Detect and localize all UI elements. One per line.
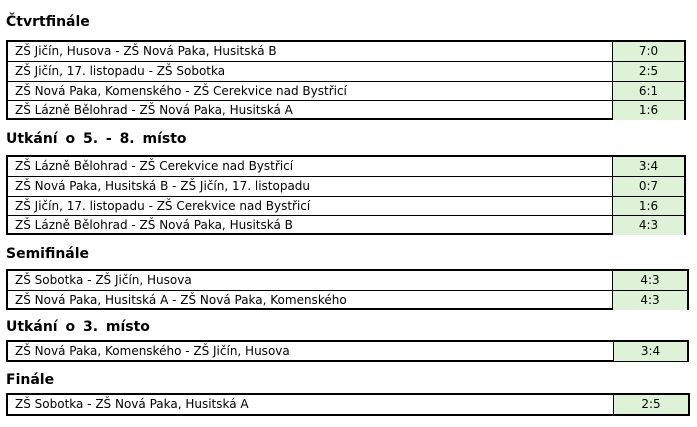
results-table-final	[6, 393, 690, 416]
score-cell: 3:4	[613, 342, 687, 361]
table-row	[8, 342, 687, 361]
results-table-places-5-8	[6, 155, 686, 235]
section-title-third-place: Utkání o 3. místo	[6, 319, 150, 335]
table-row	[8, 82, 684, 101]
match-cell: ZŠ Lázně Bělohrad - ZŠ Cerekvice nad Bystřicí	[15, 159, 294, 173]
score-cell: 1:6	[612, 101, 684, 120]
table-row	[8, 62, 684, 81]
table-row	[8, 42, 684, 61]
match-cell: ZŠ Sobotka - ZŠ Jičín, Husova	[15, 273, 192, 287]
match-cell: ZŠ Nová Paka, Husitská B - ZŠ Jičín, 17. listopadu	[15, 179, 311, 193]
table-row	[8, 216, 684, 235]
results-table-quarterfinals	[6, 40, 686, 120]
section-title-final: Finále	[6, 372, 55, 388]
table-row	[8, 177, 684, 196]
score-cell: 6:1	[612, 82, 684, 101]
table-row	[8, 395, 688, 414]
table-row	[8, 157, 684, 176]
match-cell: ZŠ Sobotka - ZŠ Nová Paka, Husitská A	[15, 397, 249, 411]
section-title-semifinals: Semifinále	[6, 246, 90, 262]
score-cell: 0:7	[612, 177, 684, 196]
score-cell: 4:3	[612, 271, 687, 290]
table-row	[8, 271, 687, 290]
match-cell: ZŠ Jičín, 17. listopadu - ZŠ Sobotka	[15, 64, 226, 78]
score-cell: 3:4	[612, 157, 684, 176]
score-cell: 7:0	[612, 42, 684, 61]
match-cell: ZŠ Jičín, Husova - ZŠ Nová Paka, Husitská B	[15, 44, 277, 58]
table-row	[8, 101, 684, 120]
score-cell: 2:5	[612, 62, 684, 81]
section-title-places-5-8: Utkání o 5. - 8. místo	[6, 131, 187, 147]
section-title-quarterfinals: Čtvrtfinále	[6, 14, 90, 30]
results-table-semifinals	[6, 269, 689, 310]
score-cell: 2:5	[613, 395, 688, 414]
score-cell: 4:3	[612, 216, 684, 235]
match-cell: ZŠ Lázně Bělohrad - ZŠ Nová Paka, Husitská B	[15, 218, 293, 232]
score-cell: 1:6	[612, 197, 684, 216]
table-row	[8, 197, 684, 216]
match-cell: ZŠ Jičín, 17. listopadu - ZŠ Cerekvice nad Bystřicí	[15, 199, 311, 213]
score-cell: 4:3	[612, 291, 687, 310]
match-cell: ZŠ Nová Paka, Komenského - ZŠ Jičín, Husova	[15, 344, 290, 358]
match-cell: ZŠ Nová Paka, Komenského - ZŠ Cerekvice nad Bystřicí	[15, 84, 347, 98]
results-table-third-place	[6, 340, 689, 362]
table-row	[8, 291, 687, 310]
match-cell: ZŠ Lázně Bělohrad - ZŠ Nová Paka, Husitská A	[15, 103, 293, 117]
match-cell: ZŠ Nová Paka, Husitská A - ZŠ Nová Paka, Komenského	[15, 293, 347, 307]
